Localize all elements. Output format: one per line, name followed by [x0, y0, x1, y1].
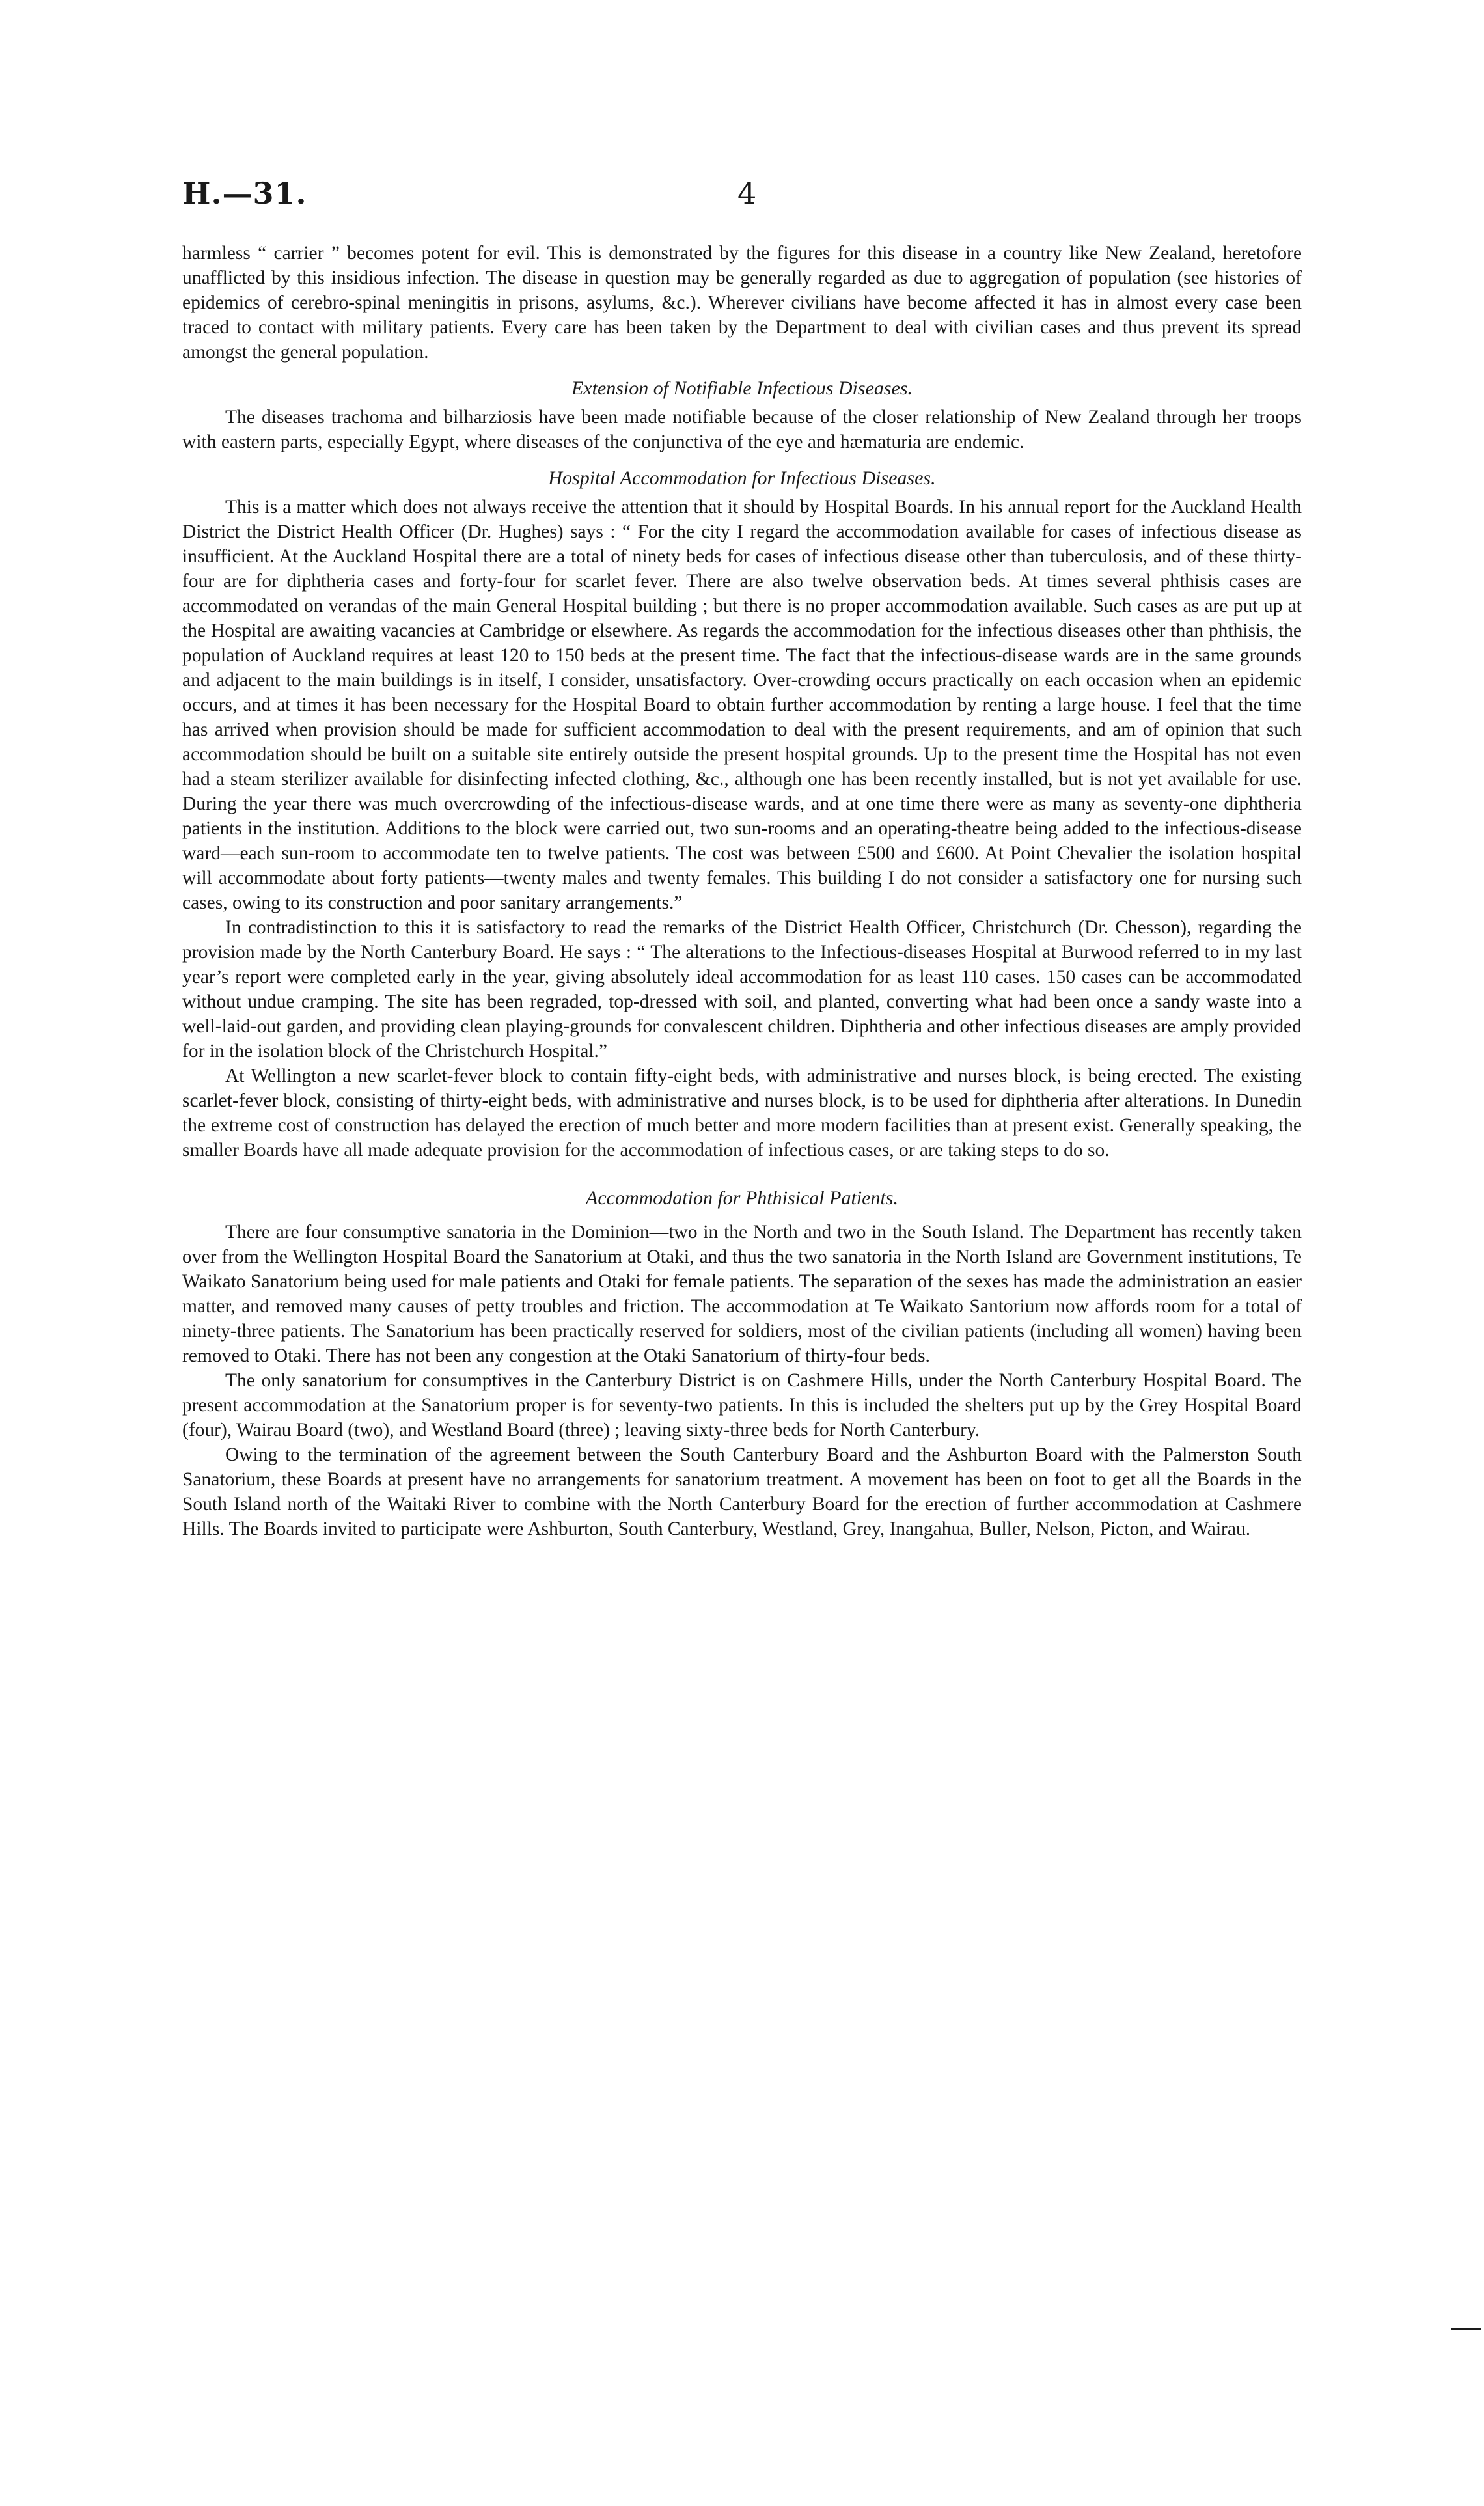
- paragraph-sanatoria-dominion: There are four consumptive sanatoria in the Dominion—two in the North and two in the South Island. The Department has recently taken over from the Wellington Hospital Board the Sanatorium at Otaki, and thus the two sanatoria in the North Island are Government institutions, Te Waikato Sanatorium being used for male patients and Otaki for female patients. The separation of the sexes has made the administration an easier matter, and removed many causes of petty troubles and friction. The accommodation at Te Waikato Santorium now affords room for a total of ninety-three patients. The Sanatorium has been practically reserved for soldiers, most of the civilian patients (including all women) having been removed to Otaki. There has not been any congestion at the Otaki Sanatorium of thirty-four beds.: [182, 1222, 1302, 1366]
- paragraph-canterbury-sanatorium: The only sanatorium for consumptives in the Canterbury District is on Cashmere Hills, under the North Canterbury Hospital Board. The present accommodation at the Sanatorium proper is for seventy-two patients. In this is included the shelters put up by the Grey Hospital Board (four), Wairau Board (two), and Westland Board (three) ; leaving sixty-three beds for North Canterbury.: [182, 1370, 1302, 1440]
- section-heading-hospital-accommodation: Hospital Accommodation for Infectious Diseases.: [548, 467, 936, 489]
- document-code: H.—31.: [182, 176, 307, 211]
- margin-dash-mark: [1451, 2328, 1481, 2330]
- page-header: [182, 176, 1302, 221]
- paragraph-notifiable-diseases: The diseases trachoma and bilharziosis have been made notifiable because of the closer relationship of New Zealand through her troops with eastern parts, especially Egypt, where diseases of the conjunctiva of the eye and hæmaturia are endemic.: [182, 407, 1302, 452]
- body-text: [182, 241, 1302, 1541]
- paragraph-continuation: harmless “ carrier ” becomes potent for evil. This is demonstrated by the figures for this disease in a country like New Zealand, heretofore unafflicted by this insidious infection. The disease in question may be generally regarded as due to aggregation of population (see histories of epidemics of cerebro-spinal meningitis in prisons, asylums, &c.). Wherever civilians have become affected it has in almost every case been traced to contact with military patients. Every care has been taken by the Department to deal with civilian cases and thus prevent its spread amongst the general population.: [182, 243, 1302, 363]
- section-heading-notifiable-diseases: Extension of Notifiable Infectious Diseases.: [571, 378, 913, 399]
- paragraph-south-island-boards: Owing to the termination of the agreement between the South Canterbury Board and the Ashburton Board with the Palmerston South Sanatorium, these Boards at present have no arrangements for sanatorium treatment. A movement has been on foot to get all the Boards in the South Island north of the Waitaki River to combine with the North Canterbury Board for the erection of further accommodation at Cashmere Hills. The Boards invited to participate were Ashburton, South Canterbury, Westland, Grey, Inangahua, Buller, Nelson, Picton, and Wairau.: [182, 1444, 1302, 1539]
- paragraph-wellington-dunedin: At Wellington a new scarlet-fever block to contain fifty-eight beds, with administrative and nurses block, is being erected. The existing scarlet-fever block, consisting of thirty-eight beds, with administrative and nurses block, is to be used for diphtheria after alterations. In Dunedin the extreme cost of construction has delayed the erection of much better and more modern facilities than at present exist. Generally speaking, the smaller Boards have all made adequate provision for the accommodation of infectious cases, or are taking steps to do so.: [182, 1066, 1302, 1161]
- page-number: 4: [737, 176, 757, 211]
- paragraph-christchurch-report: In contradistinction to this it is satisfactory to read the remarks of the District Health Officer, Christchurch (Dr. Chesson), regarding the provision made by the North Canterbury Board. He says : “ The alterations to the Infectious-diseases Hospital at Burwood referred to in my last year’s report were completed early in the year, giving absolutely ideal accommodation for as least 110 cases. 150 cases can be accommodated without undue cramping. The site has been regraded, top-dressed with soil, and planted, converting what had been once a sandy waste into a well-laid-out garden, and providing clean playing-grounds for convalescent children. Diphtheria and other infectious diseases are amply provided for in the isolation block of the Christchurch Hospital.”: [182, 917, 1302, 1062]
- paragraph-auckland-report: This is a matter which does not always receive the attention that it should by Hospital Boards. In his annual report for the Auckland Health District the District Health Officer (Dr. Hughes) says : “ For the city I regard the accommodation available for cases of infectious disease as insufficient. At the Auckland Hospital there are a total of ninety beds for cases of infectious disease other than tuberculosis, and of these thirty-four are for diphtheria cases and forty-four for scarlet fever. There are also twelve observation beds. At times several phthisis cases are accommodated on verandas of the main General Hospital building ; but there is no proper accommodation available. Such cases as are put up at the Hospital are awaiting vacancies at Cambridge or elsewhere. As regards the accommodation for the infectious diseases other than phthisis, the population of Auckland requires at least 120 to 150 beds at the present time. The fact that the infectious-disease wards are in the same grounds and adjacent to the main buildings is in itself, I consider, unsatisfactory. Over-crowding occurs practically on each occasion when an epidemic occurs, and at times it has been necessary for the Hospital Board to obtain further accommodation by renting a large house. I feel that the time has arrived when provision should be made for sufficient accommodation to deal with the present requirements, and am of opinion that such accommodation should be built on a suitable site entirely outside the present hospital grounds. Up to the present time the Hospital has not even had a steam sterilizer available for disinfecting infected clothing, &c., although one has been recently installed, but is not yet available for use. During the year there was much overcrowding of the infectious-disease wards, and at one time there were as many as seventy-one diphtheria patients in the institution. Additions to the block were carried out, two sun-rooms and an operating-theatre being added to the infectious-disease ward—each sun-room to accommodate ten to twelve patients. The cost was between £500 and £600. At Point Chevalier the isolation hospital will accommodate about forty patients—twenty males and twenty females. This building I do not consider a satisfactory one for nursing such cases, owing to its construction and poor sanitary arrangements.”: [182, 497, 1302, 913]
- section-heading-phthisical-patients: Accommodation for Phthisical Patients.: [586, 1187, 898, 1209]
